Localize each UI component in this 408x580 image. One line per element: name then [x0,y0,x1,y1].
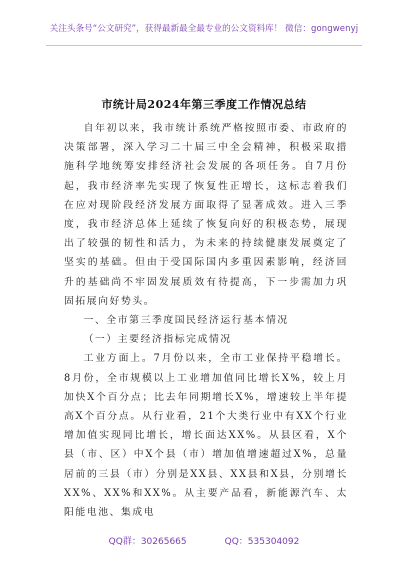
document-title: 市统计局2024年第三季度工作情况总结 [101,98,307,111]
footer-contact [0,534,408,547]
footer-qq-group: QQ群：30265665 [108,537,187,547]
paragraph-industry: 工业方面上。7月份以来，全市工业保持平稳增长。8月份，全市规模以上工业增加值同比增长X%，较上月加快X个百分点；比去年同期增长X%，增速较上半年提高X个百分点。从行业看，21个大类行业中有XX个行业增加值实现同比增长，增长面达XX%。从县区看，X个县（市、区）中X个县（市）增加值增速超过X%，总量居前的三县（市）分别是XX县、XX县和X县，分别增长XX%、XX%和XX%。从主要产品看，新能源汽车、太阳能电池、集成电 [64,353,348,519]
header-note: 关注头条号“公文研究”，获得最新最全最专业的公文资料库！ 微信：gongwenyj [49,24,359,34]
footer-qq: QQ：535304092 [224,537,300,547]
subsection-heading: （一）主要经济指标完成情况 [83,334,232,346]
document-body [64,119,348,522]
section-heading: 一、全市第三季度国民经济运行基本情况 [83,315,289,327]
header-divider [46,45,362,46]
paragraph-intro: 自年初以来，我市统计系统严格按照市委、市政府的决策部署，深入学习二十届三中全会精神，积极采取措施科学地统筹安排经济社会发展的各项任务。自7月份起，我市经济率先实现了恢复性正增长，这标志着我们在应对现阶段经济发展方面取得了显著成效。进入三季度，我市经济总体上延续了恢复向好的积极态势，展现出了较强的韧性和活力，为未来的持续健康发展奠定了坚实的基础。但由于受国际国内多重因素影响，经济回升的基础尚不牢固发展质效有待提高，下一步需加力巩固拓展向好势头。 [64,123,348,307]
